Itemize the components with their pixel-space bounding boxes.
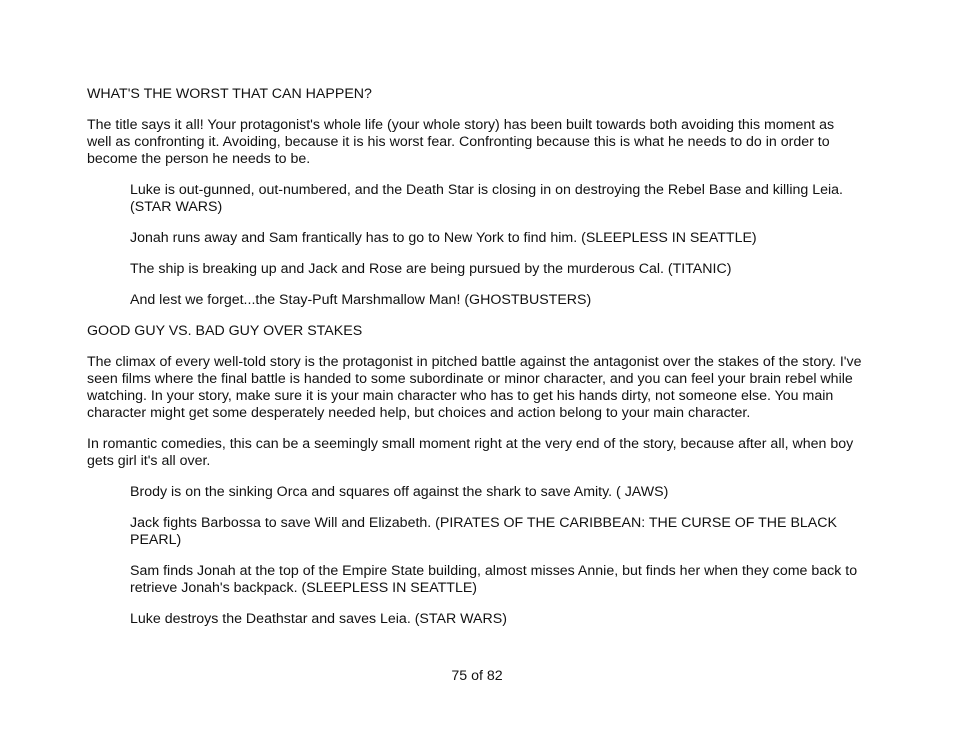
example-item: Sam finds Jonah at the top of the Empire State building, almost misses Annie, but finds her when they come back to retrieve Jonah's backpack. (SLEEPLESS IN SEATTLE) [130, 563, 858, 596]
document-page [87, 86, 862, 642]
section-body: In romantic comedies, this can be a seemingly small moment right at the very end of the story, because after all, when boy gets girl it's all over. [87, 436, 854, 469]
section-body: The title says it all! Your protagonist's whole life (your whole story) has been built towards both avoiding this moment as well as confronting it. Avoiding, because it is his worst fear. Confronting because this is what he needs to do in order to become the person he needs to be. [87, 117, 835, 167]
example-item: Jonah runs away and Sam frantically has to go to New York to find him. (SLEEPLESS IN SEATTLE) [130, 230, 757, 246]
page-number: 75 of 82 [451, 668, 503, 684]
example-item: Brody is on the sinking Orca and squares off against the shark to save Amity. ( JAWS) [130, 484, 669, 500]
section-heading-worst-that-can-happen: WHAT'S THE WORST THAT CAN HAPPEN? [87, 86, 372, 102]
section-heading-good-guy-vs-bad-guy: GOOD GUY VS. BAD GUY OVER STAKES [87, 323, 363, 339]
example-item: Luke is out-gunned, out-numbered, and the Death Star is closing in on destroying the Rebel Base and killing Leia. (STAR WARS) [130, 182, 843, 215]
example-item: The ship is breaking up and Jack and Rose are being pursued by the murderous Cal. (TITANIC) [130, 261, 732, 277]
section-body: The climax of every well-told story is the protagonist in pitched battle against the antagonist over the stakes of the story. I've seen films where the final battle is handed to some subordinate or minor character, and you can feel your brain rebel while watching. In your story, make sure it is your main character who has to get his hands dirty, not someone else. You main character might get some desperately needed help, but choices and action belong to your main character. [87, 354, 862, 421]
example-item: And lest we forget...the Stay-Puft Marshmallow Man! (GHOSTBUSTERS) [130, 292, 592, 308]
example-item: Luke destroys the Deathstar and saves Leia. (STAR WARS) [130, 611, 507, 627]
example-item: Jack fights Barbossa to save Will and Elizabeth. (PIRATES OF THE CARIBBEAN: THE CURSE OF THE BLACK PEARL) [130, 515, 837, 548]
